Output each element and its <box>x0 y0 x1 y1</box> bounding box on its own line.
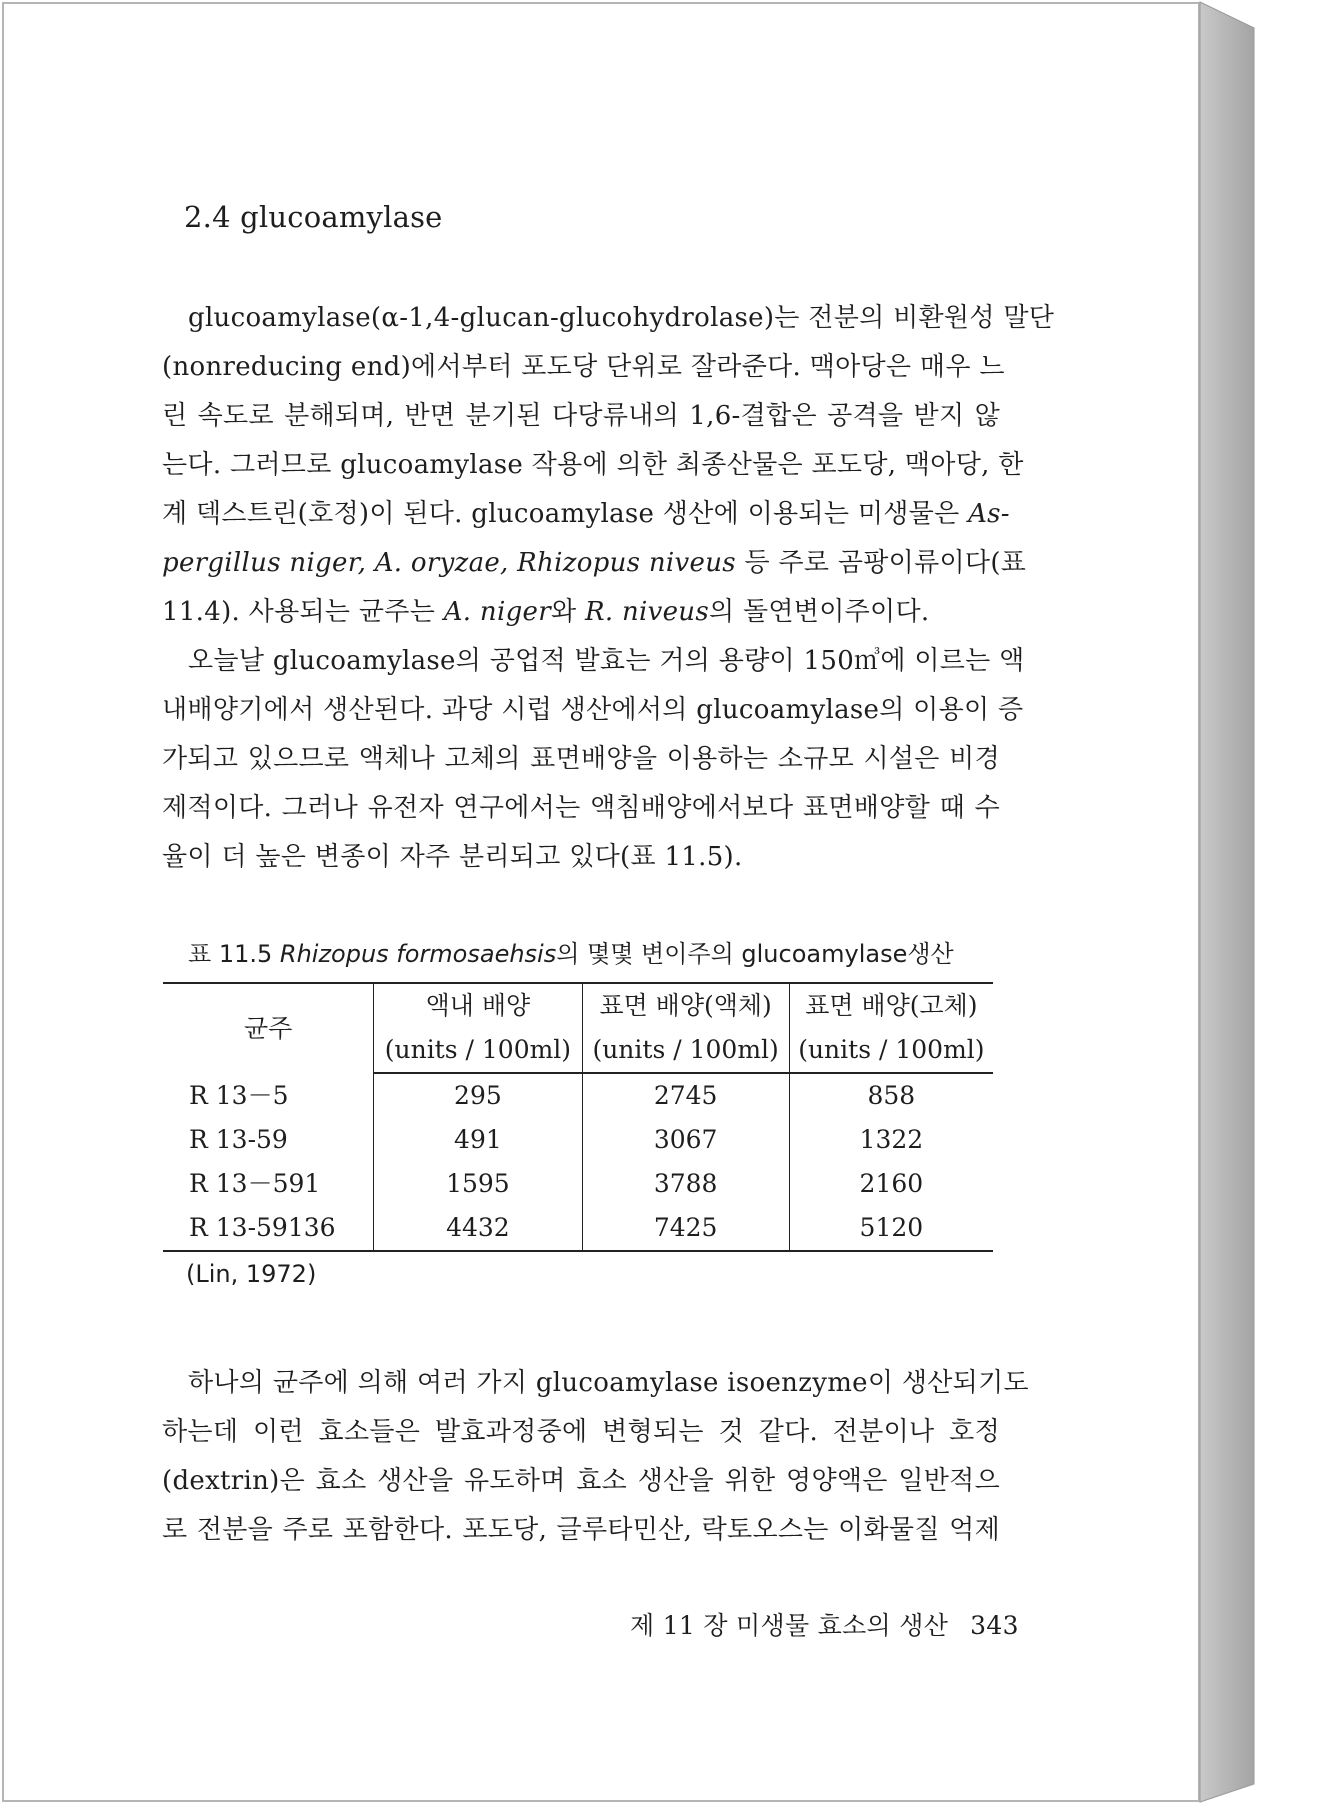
species-name: R. niveus <box>584 597 709 627</box>
cell-strain: R 13－5 <box>163 1073 374 1118</box>
paragraph-line: 제적이다. 그러나 유전자 연구에서는 액침배양에서보다 표면배양할 때 수 <box>162 793 1000 823</box>
paragraph-isoenzymes <box>162 1359 1029 1555</box>
cell-surface-solid: 5120 <box>789 1206 993 1251</box>
cell-submerged: 491 <box>374 1118 582 1162</box>
paragraph-glucoamylase-definition <box>162 294 1055 637</box>
paragraph-industrial-fermentation <box>162 637 1025 882</box>
paragraph-line: 하나의 균주에 의해 여러 가지 glucoamylase isoenzyme이 생산되기도 <box>188 1368 1029 1398</box>
line-text: 계 덱스트린(호정)이 된다. glucoamylase 생산에 이용되는 미생물은 <box>162 499 960 529</box>
unit-surface-solid: (units / 100ml) <box>789 1028 993 1073</box>
cell-strain: R 13-59136 <box>163 1206 374 1251</box>
line-text: 와 <box>550 597 585 627</box>
paragraph-line: 율이 더 높은 변종이 자주 분리되고 있다(표 11.5). <box>162 842 743 872</box>
paragraph-line <box>162 588 1000 637</box>
book-spine <box>1200 2 1254 1802</box>
table-row <box>163 1206 993 1251</box>
header-strain: 균주 <box>163 983 374 1073</box>
table-row <box>163 1118 993 1162</box>
section-heading: 2.4 glucoamylase <box>184 200 443 234</box>
species-name: pergillus niger, A. oryzae, Rhizopus niveus <box>162 548 736 578</box>
cell-surface-solid: 1322 <box>859 1125 924 1154</box>
header-surface-solid: 표면 배양(고체) <box>789 983 993 1028</box>
cell-submerged: 295 <box>374 1073 582 1118</box>
header-submerged: 액내 배양 <box>374 983 582 1028</box>
species-name: A. niger <box>443 597 551 627</box>
cell-strain: R 13-59 <box>163 1118 374 1162</box>
table-source: (Lin, 1972) <box>186 1260 317 1288</box>
paragraph-line: (nonreducing end)에서부터 포도당 단위로 잘라준다. 맥아당은 매우 느 <box>162 352 1005 382</box>
cell-surface-solid: 2160 <box>859 1169 924 1198</box>
unit-submerged: (units / 100ml) <box>374 1028 582 1073</box>
table-row <box>163 1073 993 1118</box>
paragraph-line: (dextrin)은 효소 생산을 유도하며 효소 생산을 위한 영양액은 일반적으 <box>162 1466 1000 1496</box>
header-surface-liquid: 표면 배양(액체) <box>582 983 789 1028</box>
line-text: 의 돌연변이주이다. <box>708 597 930 627</box>
paragraph-line: 린 속도로 분해되며, 반면 분기된 다당류내의 1,6-결합은 공격을 받지 않 <box>162 401 1000 431</box>
paragraph-line: 는다. 그러므로 glucoamylase 작용에 의한 최종산물은 포도당, 맥아당, 한 <box>162 450 1024 480</box>
cell-surface-liquid: 3067 <box>582 1118 789 1162</box>
paragraph-line <box>162 539 1027 588</box>
page-number: 343 <box>970 1611 1019 1640</box>
paragraph-line: 가되고 있으므로 액체나 고체의 표면배양을 이용하는 소규모 시설은 비경 <box>162 744 1000 774</box>
caption-label: 표 11.5 <box>188 940 280 968</box>
table-caption <box>188 934 954 969</box>
caption-text: 의 몇몇 변이주의 glucoamylase생산 <box>556 940 954 968</box>
paragraph-line: 내배양기에서 생산된다. 과당 시럽 생산에서의 glucoamylase의 이용이 증 <box>162 695 1024 725</box>
glucoamylase-production-table <box>163 982 993 1252</box>
table-header-row <box>163 983 993 1028</box>
table-row <box>163 1162 993 1206</box>
cell-surface-liquid: 2745 <box>582 1073 789 1118</box>
species-name: As- <box>968 499 1010 529</box>
paragraph-line: 로 전분을 주로 포함한다. 포도당, 글루타민산, 락토오스는 이화물질 억제 <box>162 1515 1000 1545</box>
book-spine-shape <box>1200 2 1254 1802</box>
paragraph-line: 하는데 이런 효소들은 발효과정중에 변형되는 것 같다. 전분이나 호정 <box>162 1417 1000 1447</box>
cell-surface-solid: 858 <box>867 1081 916 1110</box>
cell-surface-liquid: 3788 <box>582 1162 789 1206</box>
running-footer <box>630 1606 1019 1642</box>
cell-strain: R 13－591 <box>163 1162 374 1206</box>
unit-surface-liquid: (units / 100ml) <box>582 1028 789 1073</box>
cell-submerged: 4432 <box>374 1206 582 1251</box>
caption-species: Rhizopus formosaehsis <box>279 940 557 968</box>
line-text: 등 주로 곰팡이류이다(표 <box>735 548 1027 578</box>
paragraph-line: glucoamylase(α-1,4-glucan-glucohydrolase)는 전분의 비환원성 말단 <box>188 303 1055 333</box>
cell-submerged: 1595 <box>374 1162 582 1206</box>
chapter-title: 제 11 장 미생물 효소의 생산 <box>630 1611 949 1640</box>
paragraph-line: 오늘날 glucoamylase의 공업적 발효는 거의 용량이 150㎥에 이르는 액 <box>188 646 1025 676</box>
cell-surface-liquid: 7425 <box>582 1206 789 1251</box>
line-text: 11.4). 사용되는 균주는 <box>162 597 444 627</box>
paragraph-line <box>162 490 1010 539</box>
